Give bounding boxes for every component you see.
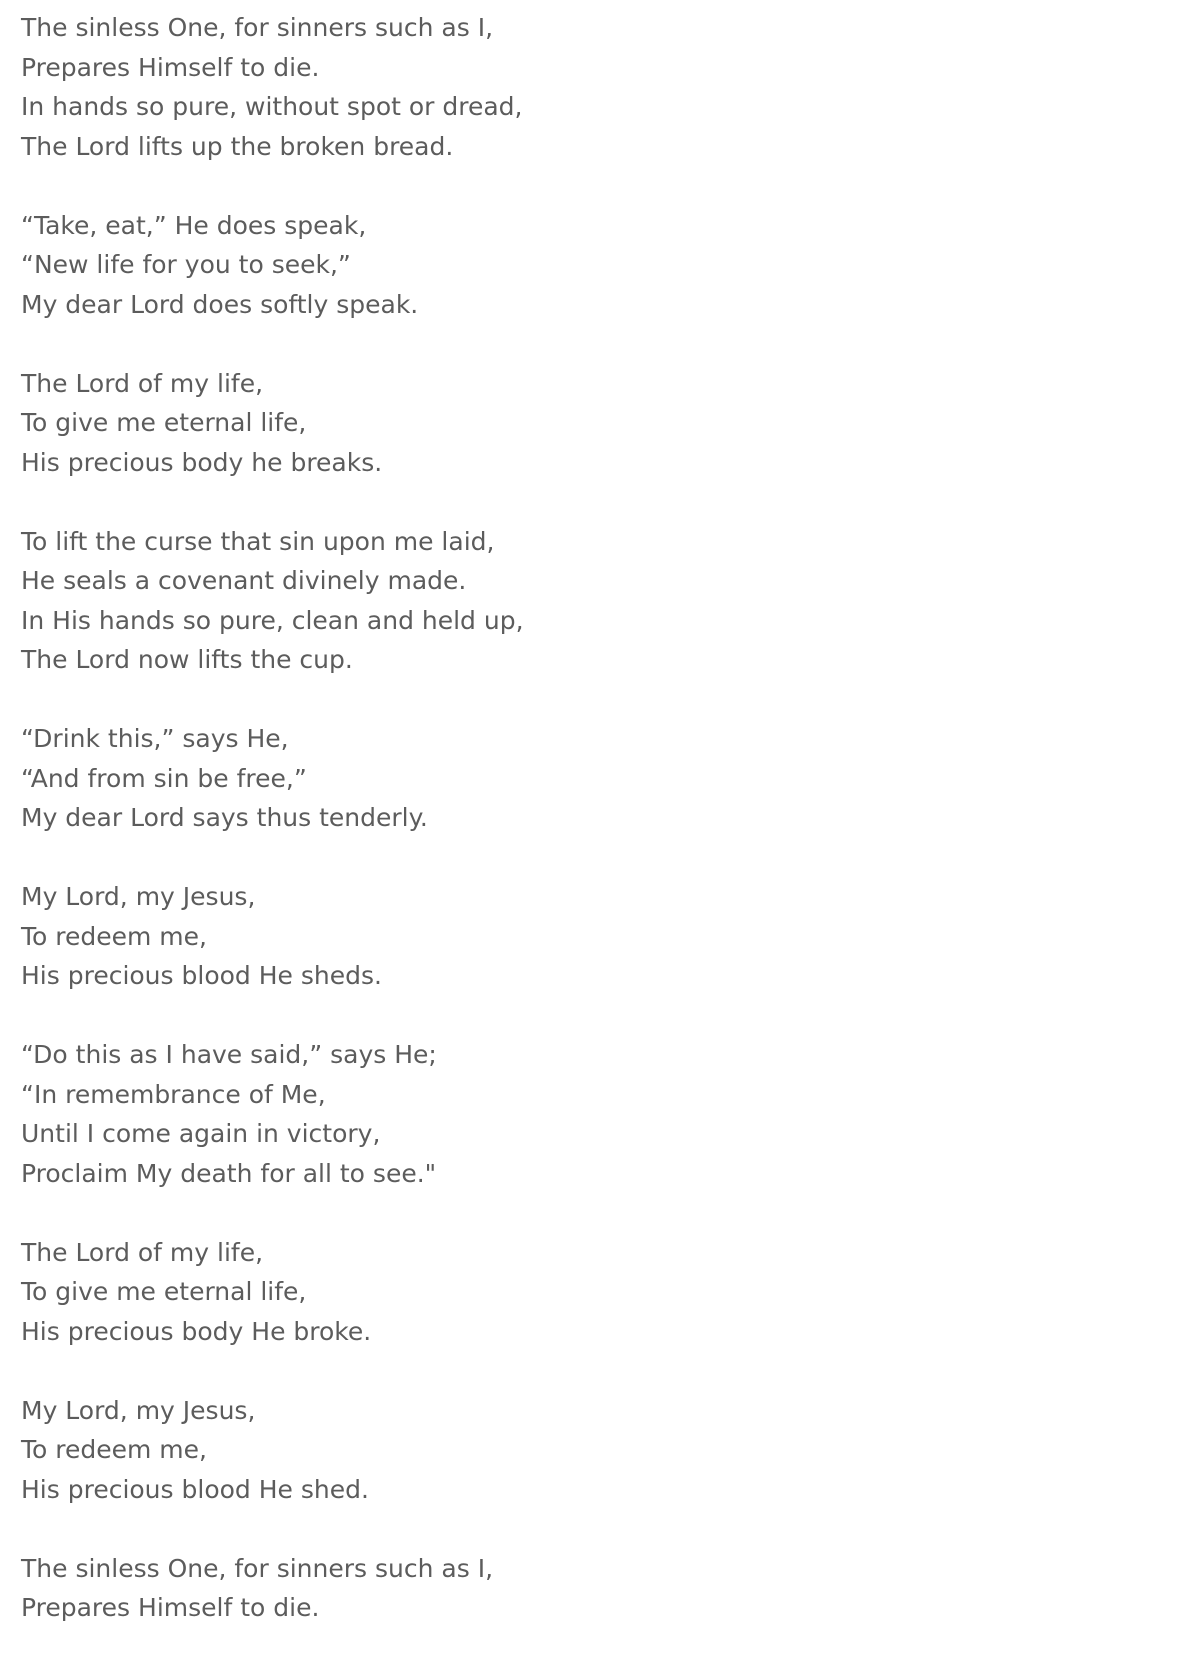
stanza bbox=[21, 1035, 1171, 1193]
poem-line: His precious body he breaks. bbox=[21, 447, 383, 477]
poem-line: He seals a covenant divinely made. bbox=[21, 566, 467, 595]
poem-line: My dear Lord says thus tenderly. bbox=[21, 803, 428, 832]
poem-line: His precious body He broke. bbox=[21, 1316, 372, 1346]
poem-line: The Lord now lifts the cup. bbox=[21, 645, 353, 674]
poem-line: To redeem me, bbox=[21, 921, 207, 951]
stanza bbox=[21, 8, 1171, 166]
poem-line: The Lord of my life, bbox=[21, 368, 264, 398]
stanza bbox=[21, 1233, 1171, 1352]
poem-line: The sinless One, for sinners such as I, bbox=[21, 13, 494, 42]
poem-line: “Take, eat,” He does speak, bbox=[21, 210, 367, 240]
poem-line: His precious blood He shed. bbox=[21, 1474, 369, 1504]
poem-line: Prepares Himself to die. bbox=[21, 1593, 320, 1622]
poem-line: My Lord, my Jesus, bbox=[21, 1395, 256, 1425]
poem-text bbox=[21, 8, 1171, 1667]
stanza bbox=[21, 206, 1171, 325]
poem-line: To give me eternal life, bbox=[21, 1277, 307, 1306]
stanza bbox=[21, 522, 1171, 680]
poem-line: My dear Lord does softly speak. bbox=[21, 289, 419, 319]
poem-line: In hands so pure, without spot or dread, bbox=[21, 92, 523, 121]
stanza bbox=[21, 877, 1171, 996]
poem-line: “New life for you to seek,” bbox=[21, 250, 351, 279]
stanza bbox=[21, 364, 1171, 483]
stanza bbox=[21, 1549, 1171, 1628]
poem-line: Until I come again in victory, bbox=[21, 1119, 381, 1148]
poem-line: Prepares Himself to die. bbox=[21, 52, 320, 82]
poem-line: His precious blood He sheds. bbox=[21, 961, 382, 990]
poem-line: To redeem me, bbox=[21, 1435, 207, 1464]
stanza bbox=[21, 719, 1171, 838]
poem-line: In His hands so pure, clean and held up, bbox=[21, 605, 524, 635]
stanza bbox=[21, 1391, 1171, 1510]
poem-line: The sinless One, for sinners such as I, bbox=[21, 1553, 494, 1583]
poem-line: “Drink this,” says He, bbox=[21, 724, 289, 753]
poem-line: The Lord lifts up the broken bread. bbox=[21, 131, 454, 161]
poem-line: My Lord, my Jesus, bbox=[21, 882, 256, 911]
poem-line: “And from sin be free,” bbox=[21, 763, 307, 793]
poem-line: To lift the curse that sin upon me laid, bbox=[21, 526, 495, 556]
poem-line: “In remembrance of Me, bbox=[21, 1079, 326, 1109]
poem-line: The Lord of my life, bbox=[21, 1237, 264, 1267]
poem-line: Proclaim My death for all to see." bbox=[21, 1158, 437, 1188]
poem-line: To give me eternal life, bbox=[21, 408, 307, 437]
poem-line: “Do this as I have said,” says He; bbox=[21, 1040, 437, 1069]
